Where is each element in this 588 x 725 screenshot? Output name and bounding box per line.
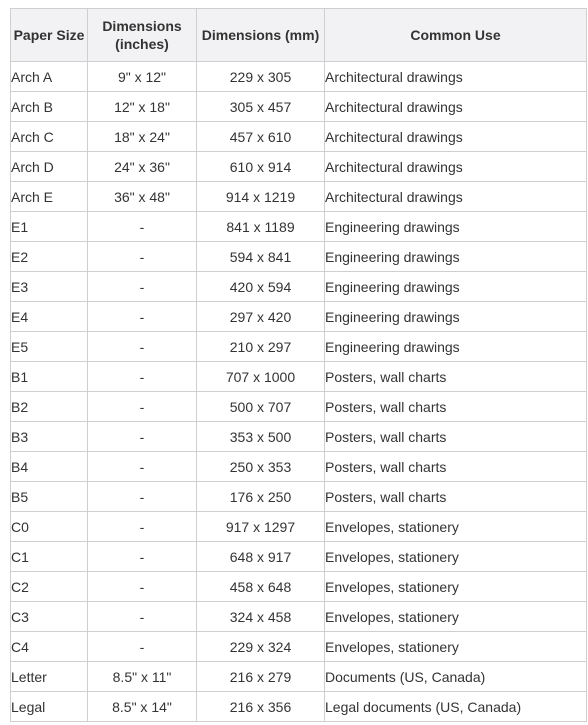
cell-dimensions-inches: - bbox=[88, 602, 197, 632]
table-row bbox=[11, 602, 587, 632]
cell-dimensions-mm: 648 x 917 bbox=[197, 542, 325, 572]
cell-common-use: Engineering drawings bbox=[325, 272, 587, 302]
cell-paper-size: B5 bbox=[11, 482, 88, 512]
header-dimensions-mm: Dimensions (mm) bbox=[197, 9, 325, 62]
cell-paper-size: C1 bbox=[11, 542, 88, 572]
cell-dimensions-mm: 297 x 420 bbox=[197, 302, 325, 332]
cell-dimensions-mm: 707 x 1000 bbox=[197, 362, 325, 392]
table-row bbox=[11, 362, 587, 392]
cell-common-use: Documents (US, Canada) bbox=[325, 662, 587, 692]
cell-paper-size: B4 bbox=[11, 452, 88, 482]
cell-common-use: Posters, wall charts bbox=[325, 482, 587, 512]
cell-common-use: Legal documents (US, Canada) bbox=[325, 692, 587, 722]
cell-common-use: Envelopes, stationery bbox=[325, 602, 587, 632]
table-header bbox=[11, 9, 587, 62]
cell-common-use: Envelopes, stationery bbox=[325, 512, 587, 542]
table-row bbox=[11, 332, 587, 362]
cell-dimensions-inches: 12" x 18" bbox=[88, 92, 197, 122]
table-row bbox=[11, 632, 587, 662]
cell-paper-size: E1 bbox=[11, 212, 88, 242]
cell-paper-size: C0 bbox=[11, 512, 88, 542]
table-row bbox=[11, 122, 587, 152]
cell-dimensions-mm: 610 x 914 bbox=[197, 152, 325, 182]
cell-common-use: Engineering drawings bbox=[325, 212, 587, 242]
cell-dimensions-inches: 8.5" x 11" bbox=[88, 662, 197, 692]
cell-dimensions-mm: 353 x 500 bbox=[197, 422, 325, 452]
table-row bbox=[11, 422, 587, 452]
cell-dimensions-mm: 229 x 305 bbox=[197, 62, 325, 92]
cell-paper-size: E5 bbox=[11, 332, 88, 362]
cell-dimensions-mm: 229 x 324 bbox=[197, 632, 325, 662]
cell-paper-size: Legal bbox=[11, 692, 88, 722]
cell-common-use: Engineering drawings bbox=[325, 332, 587, 362]
cell-paper-size: C4 bbox=[11, 632, 88, 662]
paper-size-table-container bbox=[10, 8, 586, 722]
cell-dimensions-inches: - bbox=[88, 392, 197, 422]
cell-dimensions-inches: - bbox=[88, 482, 197, 512]
table-row bbox=[11, 62, 587, 92]
table-row bbox=[11, 692, 587, 722]
cell-paper-size: B3 bbox=[11, 422, 88, 452]
cell-dimensions-mm: 305 x 457 bbox=[197, 92, 325, 122]
cell-dimensions-inches: - bbox=[88, 302, 197, 332]
cell-dimensions-inches: - bbox=[88, 452, 197, 482]
table-row bbox=[11, 182, 587, 212]
cell-paper-size: C3 bbox=[11, 602, 88, 632]
cell-dimensions-inches: - bbox=[88, 242, 197, 272]
cell-dimensions-inches: 36" x 48" bbox=[88, 182, 197, 212]
cell-paper-size: C2 bbox=[11, 572, 88, 602]
cell-common-use: Posters, wall charts bbox=[325, 362, 587, 392]
cell-paper-size: Arch A bbox=[11, 62, 88, 92]
cell-common-use: Posters, wall charts bbox=[325, 422, 587, 452]
cell-dimensions-mm: 324 x 458 bbox=[197, 602, 325, 632]
cell-paper-size: B1 bbox=[11, 362, 88, 392]
cell-dimensions-inches: - bbox=[88, 572, 197, 602]
cell-paper-size: Arch B bbox=[11, 92, 88, 122]
cell-dimensions-mm: 216 x 279 bbox=[197, 662, 325, 692]
cell-dimensions-inches: - bbox=[88, 212, 197, 242]
cell-paper-size: E3 bbox=[11, 272, 88, 302]
header-common-use: Common Use bbox=[325, 9, 587, 62]
table-row bbox=[11, 482, 587, 512]
cell-dimensions-mm: 420 x 594 bbox=[197, 272, 325, 302]
cell-dimensions-inches: 9" x 12" bbox=[88, 62, 197, 92]
cell-dimensions-mm: 917 x 1297 bbox=[197, 512, 325, 542]
cell-dimensions-inches: 8.5" x 14" bbox=[88, 692, 197, 722]
table-row bbox=[11, 92, 587, 122]
cell-dimensions-inches: - bbox=[88, 422, 197, 452]
cell-common-use: Engineering drawings bbox=[325, 242, 587, 272]
cell-dimensions-inches: - bbox=[88, 632, 197, 662]
cell-dimensions-mm: 914 x 1219 bbox=[197, 182, 325, 212]
cell-dimensions-mm: 216 x 356 bbox=[197, 692, 325, 722]
cell-paper-size: E2 bbox=[11, 242, 88, 272]
table-row bbox=[11, 302, 587, 332]
cell-common-use: Engineering drawings bbox=[325, 302, 587, 332]
cell-dimensions-inches: 18" x 24" bbox=[88, 122, 197, 152]
cell-common-use: Architectural drawings bbox=[325, 62, 587, 92]
cell-paper-size: Arch C bbox=[11, 122, 88, 152]
cell-common-use: Architectural drawings bbox=[325, 152, 587, 182]
cell-dimensions-inches: - bbox=[88, 512, 197, 542]
cell-paper-size: Letter bbox=[11, 662, 88, 692]
cell-dimensions-mm: 250 x 353 bbox=[197, 452, 325, 482]
cell-common-use: Posters, wall charts bbox=[325, 392, 587, 422]
header-dimensions-inches: Dimensions (inches) bbox=[88, 9, 197, 62]
cell-dimensions-inches: - bbox=[88, 332, 197, 362]
table-row bbox=[11, 452, 587, 482]
table-row bbox=[11, 392, 587, 422]
cell-dimensions-mm: 500 x 707 bbox=[197, 392, 325, 422]
table-row bbox=[11, 272, 587, 302]
cell-common-use: Envelopes, stationery bbox=[325, 542, 587, 572]
cell-paper-size: Arch D bbox=[11, 152, 88, 182]
cell-paper-size: Arch E bbox=[11, 182, 88, 212]
cell-dimensions-mm: 458 x 648 bbox=[197, 572, 325, 602]
cell-dimensions-mm: 457 x 610 bbox=[197, 122, 325, 152]
cell-dimensions-inches: 24" x 36" bbox=[88, 152, 197, 182]
cell-common-use: Envelopes, stationery bbox=[325, 632, 587, 662]
cell-common-use: Envelopes, stationery bbox=[325, 572, 587, 602]
table-row bbox=[11, 242, 587, 272]
cell-dimensions-mm: 176 x 250 bbox=[197, 482, 325, 512]
cell-dimensions-inches: - bbox=[88, 542, 197, 572]
header-paper-size: Paper Size bbox=[11, 9, 88, 62]
paper-size-table bbox=[10, 8, 587, 722]
cell-common-use: Architectural drawings bbox=[325, 182, 587, 212]
table-row bbox=[11, 212, 587, 242]
table-row bbox=[11, 662, 587, 692]
cell-dimensions-mm: 594 x 841 bbox=[197, 242, 325, 272]
table-row bbox=[11, 572, 587, 602]
cell-paper-size: E4 bbox=[11, 302, 88, 332]
table-row bbox=[11, 152, 587, 182]
table-row bbox=[11, 512, 587, 542]
cell-dimensions-mm: 210 x 297 bbox=[197, 332, 325, 362]
header-row bbox=[11, 9, 587, 62]
cell-dimensions-inches: - bbox=[88, 272, 197, 302]
cell-dimensions-mm: 841 x 1189 bbox=[197, 212, 325, 242]
table-body bbox=[11, 62, 587, 722]
table-row bbox=[11, 542, 587, 572]
cell-common-use: Architectural drawings bbox=[325, 92, 587, 122]
cell-dimensions-inches: - bbox=[88, 362, 197, 392]
cell-common-use: Posters, wall charts bbox=[325, 452, 587, 482]
cell-paper-size: B2 bbox=[11, 392, 88, 422]
cell-common-use: Architectural drawings bbox=[325, 122, 587, 152]
